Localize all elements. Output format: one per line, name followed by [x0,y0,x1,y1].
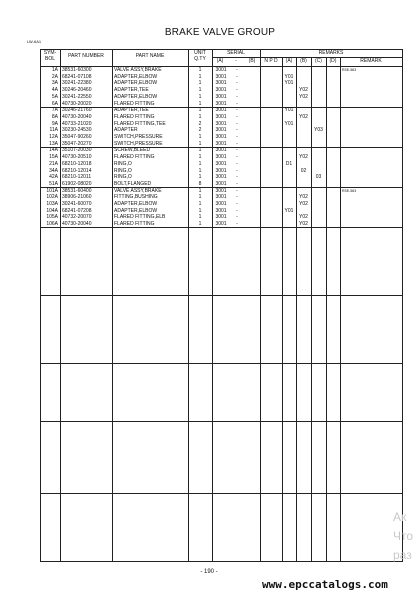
cell-serial-dash: - [236,93,238,100]
cell-symbol: 9A [51,120,58,127]
cell-remarks-a [282,168,296,175]
cell-remarks-c [311,114,326,121]
cell-remarks-c [311,134,326,141]
cell-serial-dash: - [236,140,238,147]
cell-qty: 1 [198,140,202,147]
cell-qty: 1 [198,100,202,107]
cell-remarks-a [282,214,296,221]
cell-serial-a: 3001 [215,93,227,100]
cell-part-name: ADAPTER,TEE [114,87,149,94]
cell-remarks-b: Y02 [299,113,308,120]
cell-part-number: 30241-22550 [62,93,92,100]
cell-remarks-b [296,74,311,81]
cell-remarks-a [282,154,296,161]
cell-part-name: ADAPTER,ELBOW [114,207,158,214]
cell-remarks-a [282,147,296,154]
cell-remarks-c [311,188,326,195]
cell-part-number: 68210-12018 [62,160,92,167]
header-part-number: PART NUMBER [68,53,104,59]
cell-part-number: 68210-12014 [62,167,92,174]
cell-part-number: 35107-20030 [62,147,92,154]
cell-part-name: ADAPTER,TEE [114,107,149,114]
cell-remark [342,174,400,181]
cell-remarks-a [282,134,296,141]
group-line [40,295,402,296]
cell-serial-a: 3001 [215,160,227,167]
cell-part-number: 30246-21760 [62,107,92,114]
cell-part-name: VALVE ASSY,BRAKE [114,187,162,194]
cell-serial-dash: - [236,67,238,73]
cell-remark [342,161,400,168]
group-line [40,493,402,494]
cell-remarks-b [296,174,311,181]
cell-remarks-a [282,141,296,148]
cell-remark [342,147,400,154]
header-serial-a: (A) [216,58,224,64]
cell-part-name: FITTING,BUSHING [114,194,158,201]
cell-remarks-c [311,80,326,87]
cell-part-number: 40732-20070 [62,214,92,221]
cell-serial-dash: - [236,113,238,120]
cell-qty: 1 [198,87,202,94]
cell-serial-a: 3001 [215,113,227,120]
parts-table [40,49,402,561]
cell-remark [342,107,400,114]
cell-serial-a: 3001 [215,80,227,87]
cell-qty: 1 [198,93,202,100]
cell-part-name: FLARED FITTING [114,113,155,120]
cell-serial-dash: - [236,160,238,167]
cell-part-name: SWITCH,PRESSURE [114,134,163,140]
cell-remarks-c: Y03 [314,127,323,134]
cell-remarks-b [296,101,311,108]
cell-remarks-b: Y02 [299,221,308,228]
cell-remarks-c [311,107,326,114]
cell-part-number: 40730-20510 [62,154,92,161]
cell-remark [342,101,400,108]
cell-qty: 1 [198,201,202,207]
cell-remark: RSE-563 [342,68,357,72]
cell-remarks-a [282,101,296,108]
cell-qty: 1 [198,113,202,120]
cell-serial-dash: - [236,134,238,140]
cell-remarks-a [282,87,296,94]
cell-part-name: RING,O [114,174,132,181]
cell-symbol: 6A [51,100,58,107]
cell-serial-dash: - [236,180,238,187]
cell-remarks-b: Y02 [299,194,308,201]
cell-symbol: 15A [49,154,58,161]
cell-remarks-c [311,74,326,81]
cell-remarks-c [311,87,326,94]
cell-serial-a: 3001 [215,73,227,80]
cell-symbol: 34A [49,167,58,174]
cell-remark: RSE-563 [342,188,357,193]
cell-serial-dash: - [236,214,238,221]
col-line-partnumber [112,49,113,561]
cell-serial-dash: - [236,73,238,80]
cell-remarks-c [311,121,326,128]
cell-qty: 2 [198,127,202,134]
cell-remarks-c [311,147,326,154]
cell-serial-dash: - [236,201,238,207]
cell-remarks-b: Y02 [299,93,308,100]
cell-remarks-a: Y01 [284,80,294,87]
cell-part-number: 30241-60070 [62,201,92,207]
cell-qty: 1 [198,73,202,80]
cell-symbol: 101A [46,187,58,194]
cell-part-number: 40733-21020 [62,120,92,127]
cell-remarks-b: 02 [300,167,307,174]
watermark-line-1: Ак [393,510,407,524]
cell-serial-a: 3001 [215,180,227,187]
cell-part-name: VALVE ASSY,BRAKE [114,67,162,73]
cell-remarks-c [311,161,326,168]
cell-serial-dash: - [236,120,238,127]
header-unit-qty: UNIT Q.TY [194,50,206,62]
cell-part-number: 61902-08020 [62,180,92,187]
cell-serial-dash: - [236,221,238,228]
cell-symbol: 11A [49,127,58,134]
cell-symbol: 51A [49,180,58,187]
cell-part-number: 40730-20040 [62,221,92,228]
cell-remark [342,168,400,175]
cell-serial-a: 3001 [215,147,227,154]
cell-remarks-a [282,221,296,228]
cell-serial-dash: - [236,100,238,107]
cell-symbol: 12A [49,134,58,140]
cell-remarks-c [311,194,326,201]
cell-remarks-b: Y02 [299,201,308,207]
cell-part-number: 30246-20460 [62,87,92,94]
cell-symbol: 4A [51,87,58,94]
cell-part-name: ADAPTER,ELBOW [114,93,158,100]
cell-remarks-b [296,141,311,148]
header-remarks-c: (C) [315,58,322,64]
cell-part-name: ADAPTER,ELBOW [114,73,158,80]
cell-remarks-b [296,181,311,188]
cell-remarks-a: Y01 [284,120,294,127]
header-serial-dash: - [235,58,237,64]
cell-remark [342,181,400,188]
cell-serial-dash: - [236,87,238,94]
cell-qty: 1 [198,221,202,228]
cell-remarks-a [282,94,296,101]
cell-part-number: 30230-24530 [62,127,92,134]
cell-remarks-b [296,127,311,134]
cell-serial-a: 3001 [215,140,227,147]
cell-symbol: 14A [49,147,58,154]
cell-part-number: 35047-90260 [62,134,92,140]
cell-qty: 1 [198,187,202,194]
cell-remarks-c [311,154,326,161]
cell-serial-a: 3001 [215,127,227,134]
cell-remark [342,94,400,101]
col-line-sym [60,49,61,561]
header-remarks-b: (B) [300,58,307,64]
cell-part-number: 68210-12011 [62,174,92,181]
header-remark: REMARK [360,58,382,64]
cell-symbol: 102A [46,194,58,201]
cell-remarks-a [282,67,296,74]
cell-part-name: BOLT,FLANGED [114,180,152,187]
header-remarks: REMARKS [318,50,344,56]
cell-remarks-b [296,134,311,141]
cell-remarks-b: Y02 [299,87,308,94]
cell-serial-dash: - [236,207,238,214]
cell-part-number: 38531-60300 [62,67,92,73]
cell-remark [342,127,400,134]
cell-remarks-b [296,188,311,195]
cell-remarks-b: Y02 [299,214,308,221]
group-line [40,363,402,364]
cell-remark [342,214,400,221]
cell-serial-a: 3001 [215,120,227,127]
cell-remarks-c [311,141,326,148]
cell-remark [342,221,400,228]
cell-serial-a: 3001 [215,154,227,161]
cell-symbol: 13A [49,140,58,147]
cell-remark [342,208,400,215]
cell-qty: 1 [198,134,202,140]
col-line-serial [260,49,261,561]
cell-remark [342,114,400,121]
header-serial: SERIAL [227,50,245,56]
cell-remarks-a: Y01 [284,73,294,80]
cell-remarks-c [311,208,326,215]
cell-remark [342,201,400,208]
cell-part-name: FLARED FITTING,ELB [114,214,166,221]
col-line-remc [326,57,327,561]
cell-part-name: ADAPTER [114,127,138,134]
cell-remarks-c [311,221,326,228]
cell-serial-a: 3001 [215,134,227,140]
cell-remarks-a: Y01 [284,107,294,114]
page-number: - 190 - [200,569,218,575]
site-url: www.epccatalogs.com [262,578,388,591]
header-remarks-a: (A) [285,58,293,64]
cell-remark [342,194,400,201]
cell-part-number: 38531-60400 [62,187,92,194]
cell-serial-dash: - [236,80,238,87]
cell-remarks-b [296,161,311,168]
cell-remark [342,121,400,128]
cell-serial-a: 3001 [215,174,227,181]
cell-remarks-a: Y01 [284,207,294,214]
cell-serial-dash: - [236,147,238,154]
cell-remarks-a [282,174,296,181]
group-line [40,421,402,422]
cell-remarks-c [311,201,326,208]
cell-serial-a: 3001 [215,100,227,107]
cell-serial-a: 3001 [215,194,227,201]
cell-remarks-c: 03 [315,174,322,181]
cell-remarks-b [296,208,311,215]
cell-remarks-a [282,127,296,134]
cell-serial-a: 3001 [215,67,227,73]
cell-qty: 2 [198,120,202,127]
cell-qty: 1 [198,207,202,214]
cell-remark [342,87,400,94]
cell-remark [342,141,400,148]
watermark-line-2: Что [393,529,414,543]
cell-qty: 1 [198,154,202,161]
cell-serial-dash: - [236,127,238,134]
cell-symbol: 3A [51,80,58,87]
cell-part-number: 40730-20020 [62,100,92,107]
cell-qty: 1 [198,67,202,73]
cell-remarks-a [282,194,296,201]
cell-serial-a: 3001 [215,87,227,94]
cell-symbol: 8A [51,113,58,120]
cell-symbol: 103A [46,201,58,207]
cell-qty: 1 [198,214,202,221]
cell-serial-dash: - [236,194,238,201]
cell-part-name: ADAPTER,ELBOW [114,80,158,87]
cell-part-name: FLARED FITTING,TEE [114,120,166,127]
cell-remark [342,134,400,141]
cell-remarks-b [296,147,311,154]
cell-qty: 1 [198,174,202,181]
document-code: LW-6A1 [27,39,42,44]
cell-remarks-c [311,94,326,101]
cell-remarks-a: D1 [285,160,293,167]
cell-part-number: 68241-07108 [62,73,92,80]
cell-symbol: 42A [49,174,58,181]
cell-symbol: 106A [46,221,58,228]
cell-serial-a: 3001 [215,207,227,214]
cell-symbol: 7A [51,107,58,114]
cell-qty: 8 [198,180,202,187]
cell-serial-a: 3001 [215,221,227,228]
cell-remarks-c [311,181,326,188]
cell-remarks-c [311,67,326,74]
cell-remarks-a [282,201,296,208]
cell-qty: 1 [198,80,202,87]
cell-remarks-b [296,121,311,128]
cell-remark [342,74,400,81]
cell-serial-a: 3001 [215,187,227,194]
watermark-line-3: раз [393,548,412,562]
cell-serial-dash: - [236,107,238,114]
page-title: BRAKE VALVE GROUP [164,27,276,38]
cell-part-name: SWITCH,PRESSURE [114,140,163,147]
cell-qty: 1 [198,147,202,154]
cell-part-name: RING,O [114,167,132,174]
cell-serial-a: 3001 [215,214,227,221]
cell-symbol: 104A [46,207,58,214]
header-remarks-d: (D) [329,58,337,64]
cell-serial-dash: - [236,187,238,194]
cell-remarks-b [296,67,311,74]
cell-part-name: ADAPTER,ELBOW [114,201,158,207]
cell-remarks-a [282,114,296,121]
cell-part-name: RING,O [114,160,132,167]
cell-remarks-a [282,188,296,195]
cell-remarks-c [311,168,326,175]
cell-qty: 1 [198,107,202,114]
cell-remark [342,154,400,161]
cell-remarks-c [311,214,326,221]
cell-part-number: 40730-20040 [62,113,92,120]
header-part-name: PART NAME [135,53,165,59]
cell-remarks-b: Y02 [299,154,308,161]
col-line-remd [340,57,341,561]
cell-symbol: 105A [46,214,58,221]
cell-remarks-c [311,101,326,108]
header-npd: N P D [264,58,278,64]
cell-remarks-a [282,181,296,188]
cell-serial-dash: - [236,167,238,174]
cell-qty: 1 [198,167,202,174]
cell-qty: 1 [198,194,202,201]
cell-remarks-b [296,107,311,114]
cell-remarks-b [296,80,311,87]
cell-serial-dash: - [236,174,238,181]
cell-part-name: FLARED FITTING [114,100,155,107]
cell-serial-a: 3001 [215,167,227,174]
cell-remark [342,80,400,87]
cell-part-number: 35047-20270 [62,140,92,147]
cell-symbol: 5A [51,93,58,100]
cell-symbol: 2A [51,73,58,80]
cell-serial-a: 3001 [215,107,227,114]
cell-part-number: 68241-07208 [62,207,92,214]
cell-symbol: 21A [49,160,58,167]
cell-part-name: SCREW,BLEED [114,147,151,154]
header-serial-b: (B) [248,58,256,64]
cell-part-number: 38906-21060 [62,194,92,201]
cell-symbol: 1A [51,67,58,73]
cell-qty: 1 [198,160,202,167]
cell-serial-dash: - [236,154,238,161]
cell-part-name: FLARED FITTING [114,221,155,228]
cell-part-name: FLARED FITTING [114,154,155,161]
header-symbol: SYM- BOL [43,50,57,62]
cell-part-number: 30241-22380 [62,80,92,87]
cell-serial-a: 3001 [215,201,227,207]
